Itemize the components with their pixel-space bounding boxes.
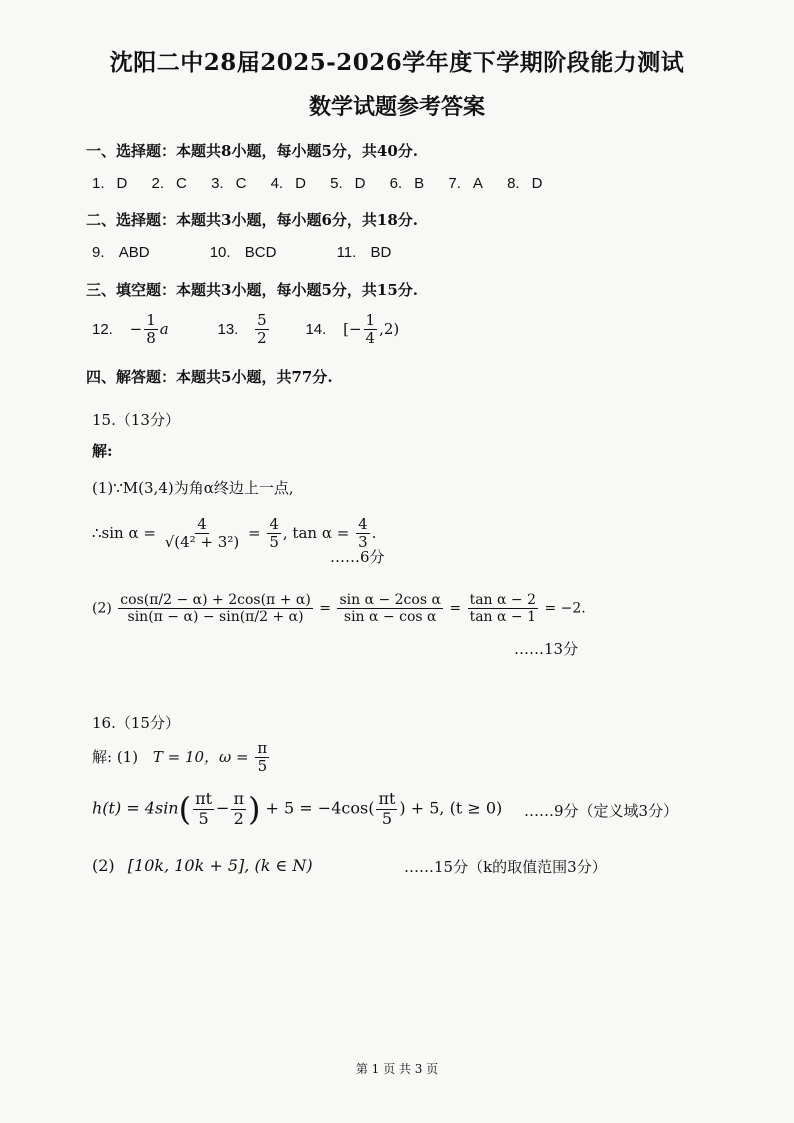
- q16-part1: [92, 740, 271, 776]
- section2-heading: 二、选择题：本题共3小题，每小题6分，共18分.: [86, 211, 418, 229]
- formula-text: h(t) = 4sin: [92, 798, 179, 818]
- numerator: tan α − 2: [469, 592, 536, 608]
- minus-sign: −: [216, 798, 230, 818]
- denominator: 5: [257, 757, 268, 776]
- q16-h-score: ……9分（定义域3分）: [524, 802, 679, 820]
- formula-text: + 5 = −4cos(: [265, 798, 375, 818]
- fraction: [376, 790, 397, 828]
- fraction: [364, 312, 378, 348]
- answer-choice: D: [531, 175, 543, 192]
- q15-part2-score: ……13分: [514, 640, 579, 658]
- interval-open: [−: [343, 319, 362, 338]
- part-label: (2): [92, 600, 112, 617]
- q16-part2-score: ……15分（k的取值范围3分）: [404, 858, 607, 876]
- fraction: [231, 790, 246, 828]
- answer-choice: BD: [370, 244, 392, 261]
- period: .: [371, 523, 377, 542]
- denominator: 2: [257, 329, 267, 348]
- fraction: [267, 516, 281, 552]
- answer-number: 13.: [217, 320, 239, 338]
- fraction: [468, 592, 538, 625]
- numerator: 1: [365, 311, 376, 329]
- answer-number: 3.: [211, 175, 224, 192]
- q16-h-formula: [92, 790, 502, 828]
- answer-choice: D: [295, 175, 306, 192]
- section1-answers: [92, 175, 562, 192]
- section1-heading: 一、选择题：本题共8小题，每小题5分，共40分.: [86, 142, 418, 160]
- denominator: sin α − cos α: [343, 609, 437, 626]
- formula-text: [10k, 10k + 5], (k ∈ N): [127, 856, 313, 875]
- answer-number: 8.: [507, 175, 520, 192]
- fraction: [193, 790, 214, 828]
- q15-part1-text: (1)∵M(3,4)为角α终边上一点,: [92, 479, 294, 497]
- section3-heading: 三、填空题：本题共3小题，每小题5分，共15分.: [86, 281, 418, 299]
- numerator: 4: [269, 515, 279, 533]
- answer-choice: A: [472, 175, 483, 192]
- page-footer: 第 1 页 共 3 页: [355, 1062, 439, 1076]
- fraction: [337, 592, 442, 625]
- answer-number: 1.: [92, 175, 105, 192]
- answer-choice: ABD: [118, 244, 150, 261]
- formula-text: ∴sin α =: [92, 523, 156, 542]
- variable: a: [159, 319, 169, 338]
- answer-number: 10.: [209, 244, 231, 261]
- q15-header: 15.（13分）: [92, 411, 180, 429]
- numerator: sin α − 2cos α: [339, 592, 441, 608]
- denominator: 8: [146, 329, 156, 348]
- denominator: tan α − 1: [469, 609, 536, 626]
- answer-number: 14.: [305, 320, 327, 338]
- equals-sign: =: [449, 600, 462, 617]
- paren-open: (: [178, 790, 192, 828]
- answer-number: 12.: [92, 320, 113, 338]
- numerator: 4: [197, 515, 207, 533]
- minus-sign: −: [129, 319, 143, 338]
- formula-text: T = 10，ω =: [152, 747, 249, 766]
- numerator: π: [257, 739, 268, 757]
- denominator: 5: [198, 808, 209, 828]
- numerator: 5: [257, 311, 267, 329]
- formula-text: , tan α =: [282, 523, 350, 542]
- numerator: 4: [358, 515, 368, 533]
- page-subtitle: 数学试题参考答案: [308, 94, 485, 120]
- equals-sign: =: [247, 523, 261, 542]
- page-title: 沈阳二中28届2025-2026学年度下学期阶段能力测试: [109, 49, 685, 76]
- answer-number: 7.: [448, 175, 461, 192]
- q16-part2: [92, 856, 313, 875]
- numerator: πt: [378, 789, 396, 809]
- part-label: (2): [92, 856, 115, 875]
- denominator: 4: [365, 329, 376, 348]
- answer-choice: D: [116, 175, 128, 192]
- answer-choice: C: [235, 175, 247, 192]
- answer-number: 4.: [270, 175, 284, 192]
- denominator: 5: [269, 533, 279, 552]
- numerator: 1: [146, 311, 156, 329]
- answer-number: 5.: [330, 175, 343, 192]
- answer-number: 6.: [389, 175, 403, 192]
- fraction: [144, 312, 158, 348]
- denominator: 3: [358, 533, 368, 552]
- q16-header: 16.（15分）: [92, 714, 180, 732]
- equals-sign: =: [319, 600, 331, 617]
- denominator: 5: [381, 808, 392, 828]
- q15-part2-formula: [92, 592, 586, 625]
- formula-text: ) + 5, (t ≥ 0): [399, 798, 503, 818]
- answer-choice: C: [176, 175, 187, 192]
- denominator: 2: [233, 808, 244, 828]
- answer-number: 9.: [92, 244, 105, 261]
- interval-close: ,2): [379, 319, 400, 338]
- numerator: cos(π/2 − α) + 2cos(π + α): [120, 592, 311, 608]
- q15-jie: 解:: [92, 442, 113, 460]
- section3-answers: [92, 312, 399, 348]
- numerator: πt: [195, 789, 213, 809]
- answer-choice: D: [354, 175, 366, 192]
- answer-number: 2.: [151, 175, 165, 192]
- part-label: 解: (1): [92, 747, 139, 766]
- answer-number: 11.: [336, 244, 357, 261]
- section2-answers: [92, 244, 391, 261]
- paren-close: ): [247, 790, 261, 828]
- fraction: [255, 312, 269, 348]
- denominator: √(4² + 3²): [164, 533, 240, 552]
- fraction: [255, 740, 269, 776]
- numerator: π: [233, 789, 244, 809]
- answer-choice: BCD: [244, 244, 277, 261]
- q15-part1-score: ……6分: [330, 548, 385, 566]
- section4-heading: 四、解答题：本题共5小题，共77分.: [86, 368, 333, 386]
- result: = −2.: [544, 600, 586, 617]
- fraction: [163, 516, 241, 552]
- denominator: sin(π − α) − sin(π/2 + α): [127, 609, 304, 626]
- fraction: [118, 592, 313, 625]
- answer-choice: B: [414, 175, 425, 192]
